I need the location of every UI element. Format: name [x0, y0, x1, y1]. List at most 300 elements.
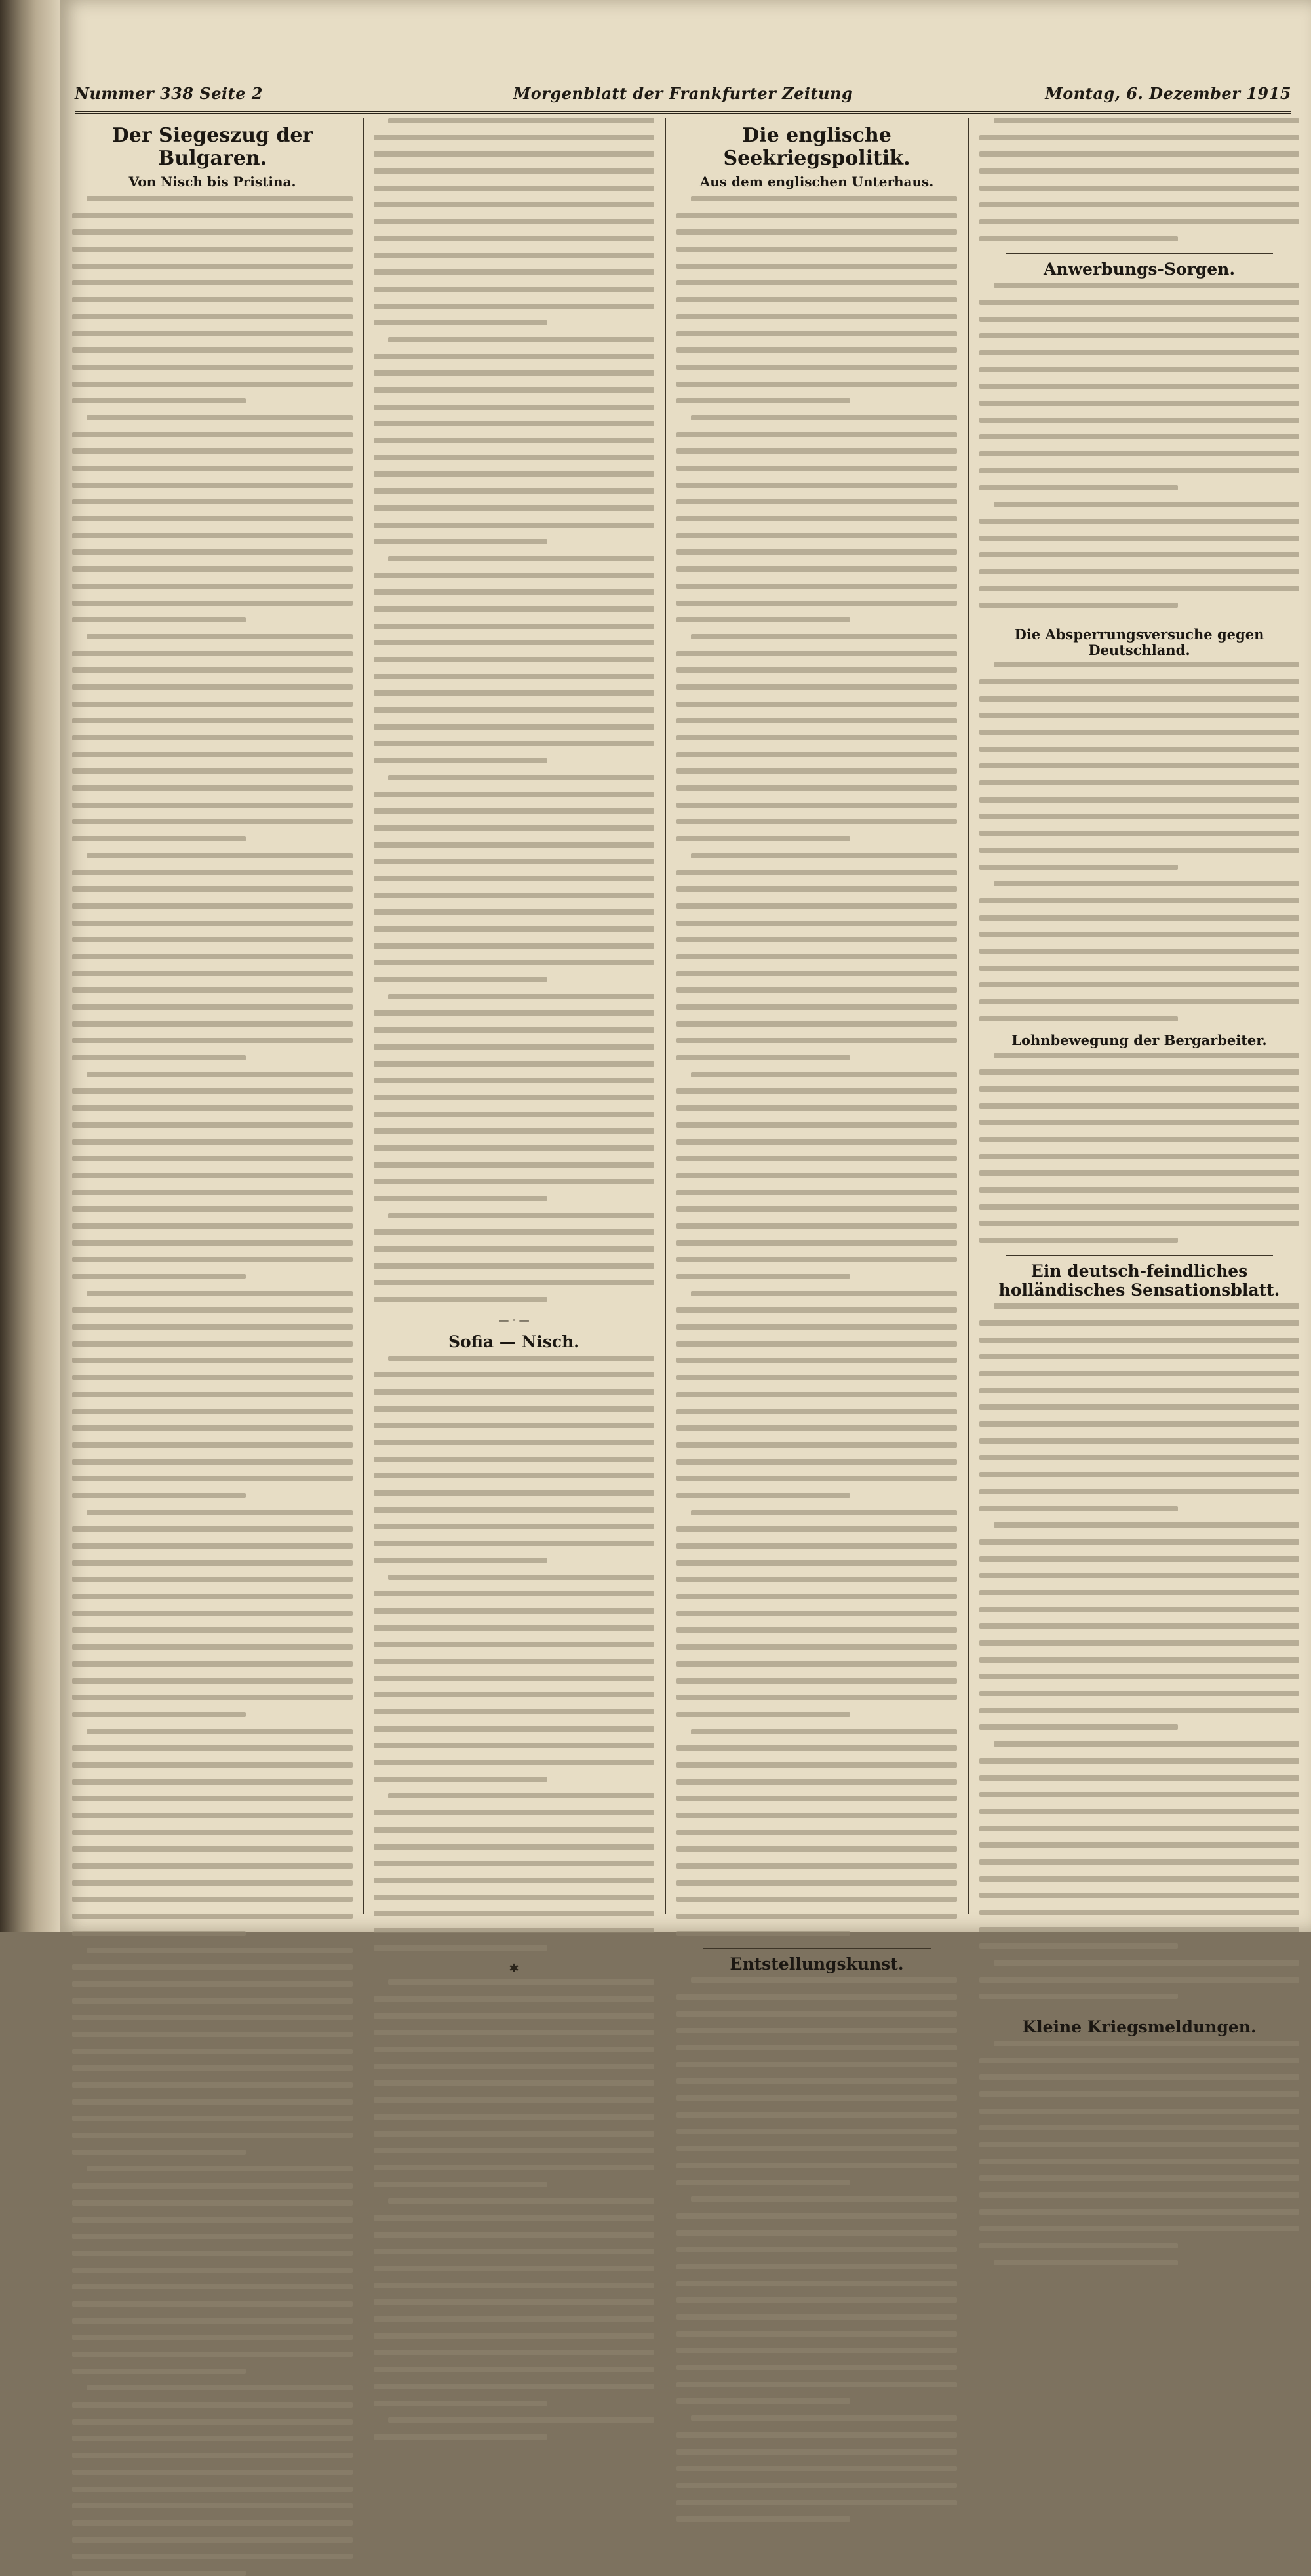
- text-line: [676, 937, 957, 942]
- text-line: [979, 1438, 1299, 1444]
- text-line: [676, 1055, 850, 1060]
- column-divider: [363, 118, 364, 1914]
- column-2: [374, 118, 654, 1976]
- text-line: [979, 569, 1299, 574]
- text-line: [388, 556, 654, 561]
- text-line: [979, 1069, 1299, 1075]
- text-line: [72, 1021, 353, 1027]
- section-rule: [1006, 253, 1273, 254]
- masthead: [75, 84, 1291, 110]
- text-line: [374, 2434, 547, 2440]
- text-line: [676, 1863, 957, 1869]
- text-line: [374, 909, 654, 915]
- paragraph: [374, 118, 654, 325]
- text-line: [72, 954, 353, 959]
- text-line: [979, 1421, 1299, 1427]
- text-line: [676, 768, 957, 774]
- text-line: [72, 2318, 353, 2324]
- text-line: [979, 747, 1299, 752]
- text-line: [72, 2470, 353, 2475]
- text-line: [374, 741, 654, 746]
- text-line: [676, 483, 957, 488]
- text-line: [979, 2192, 1299, 2198]
- text-line: [979, 966, 1299, 971]
- text-line: [72, 247, 353, 252]
- text-line: [994, 502, 1299, 507]
- text-line: [374, 2047, 654, 2052]
- text-line: [676, 1088, 957, 1094]
- text-line: [676, 1830, 957, 1835]
- paragraph: [72, 1948, 353, 2155]
- text-line: [374, 455, 654, 460]
- text-line: [72, 1459, 353, 1465]
- text-line: [374, 1642, 654, 1647]
- text-line: [72, 921, 353, 926]
- text-line: [676, 954, 957, 959]
- text-line: [676, 987, 957, 993]
- text-line: [388, 337, 654, 342]
- paragraph: [979, 1053, 1299, 1244]
- text-line: [979, 1320, 1299, 1326]
- article-body: [72, 196, 353, 2576]
- text-line: [979, 300, 1299, 305]
- text-line: [374, 236, 654, 241]
- text-line: [72, 331, 353, 336]
- text-line: [979, 1506, 1178, 1511]
- text-line: [979, 2109, 1299, 2114]
- text-line: [676, 1594, 957, 1599]
- text-line: [676, 667, 957, 673]
- text-line: [374, 186, 654, 191]
- text-line: [72, 2133, 353, 2138]
- paragraph: [979, 283, 1299, 490]
- text-line: [72, 2436, 353, 2441]
- text-line: [72, 1863, 353, 1869]
- text-line: [979, 350, 1299, 355]
- text-line: [72, 1644, 353, 1650]
- text-line: [676, 1712, 850, 1717]
- text-line: [676, 347, 957, 353]
- text-line: [87, 1729, 353, 1734]
- paragraph: [374, 775, 654, 982]
- text-line: [72, 2352, 353, 2357]
- text-line: [72, 1695, 353, 1700]
- text-line: [72, 365, 353, 370]
- text-line: [676, 1796, 957, 1801]
- text-line: [374, 269, 654, 275]
- text-line: [72, 1223, 353, 1229]
- text-line: [676, 1577, 957, 1582]
- text-line: [72, 1931, 246, 1936]
- text-line: [676, 533, 957, 538]
- text-line: [72, 466, 353, 471]
- text-line: [676, 1846, 957, 1852]
- text-line: [979, 586, 1299, 591]
- text-line: [979, 814, 1299, 819]
- text-line: [676, 2348, 957, 2353]
- text-line: [676, 2028, 957, 2033]
- text-line: [72, 549, 353, 555]
- text-line: [72, 1543, 353, 1549]
- text-line: [374, 1524, 654, 1529]
- text-line: [979, 1455, 1299, 1460]
- text-line: [374, 1709, 654, 1714]
- paragraph: [374, 2417, 654, 2440]
- text-line: [72, 1257, 353, 1262]
- text-line: [676, 1644, 957, 1650]
- text-line: [72, 2268, 353, 2273]
- text-line: [676, 516, 957, 521]
- text-line: [72, 1964, 353, 1970]
- text-line: [979, 1809, 1299, 1814]
- text-line: [994, 2041, 1299, 2046]
- text-line: [374, 606, 654, 612]
- text-line: [374, 2182, 547, 2187]
- text-line: [72, 617, 246, 622]
- text-line: [676, 1695, 957, 1700]
- text-line: [979, 2091, 1299, 2097]
- text-line: [72, 836, 246, 841]
- text-line: [374, 640, 654, 645]
- text-line: [374, 1372, 654, 1377]
- paragraph: [676, 415, 957, 622]
- text-line: [72, 2554, 353, 2559]
- text-line: [979, 1573, 1299, 1578]
- text-line: [374, 2165, 654, 2170]
- text-line: [72, 516, 353, 521]
- headline-sensationsblatt: Ein deutsch-feindliches holländisches Sensationsblatt.: [998, 1261, 1280, 1299]
- text-line: [374, 1457, 654, 1462]
- paragraph: [676, 1729, 957, 1936]
- text-line: [374, 859, 654, 864]
- text-line: [979, 1623, 1299, 1629]
- text-line: [374, 2080, 654, 2086]
- text-line: [979, 831, 1299, 836]
- text-line: [72, 684, 353, 690]
- text-line: [72, 1190, 353, 1195]
- text-line: [72, 1914, 353, 1919]
- text-line: [979, 2243, 1178, 2248]
- paragraph: [374, 1575, 654, 1782]
- text-line: [72, 2217, 353, 2223]
- text-line: [979, 1826, 1299, 1831]
- text-line: [374, 1558, 547, 1563]
- headline-entstellungskunst: Entstellungskunst.: [730, 1954, 904, 1973]
- text-line: [374, 1945, 547, 1951]
- paragraph: [72, 2166, 353, 2373]
- text-line: [374, 842, 654, 848]
- text-line: [72, 1425, 353, 1431]
- text-line: [72, 2520, 353, 2526]
- text-line: [72, 2015, 353, 2020]
- text-line: [374, 876, 654, 881]
- text-line: [72, 1762, 353, 1768]
- text-line: [72, 1678, 353, 1684]
- text-line: [72, 601, 353, 606]
- text-line: [72, 768, 353, 774]
- text-line: [979, 367, 1299, 372]
- text-line: [374, 438, 654, 443]
- text-line: [374, 2283, 654, 2288]
- text-line: [374, 977, 547, 982]
- text-line: [72, 2099, 353, 2105]
- text-line: [72, 2301, 353, 2307]
- issue-number: Nummer 338 Seite 2: [75, 84, 264, 103]
- text-line: [676, 1560, 957, 1566]
- text-line: [72, 2183, 353, 2189]
- text-line: [72, 2150, 246, 2155]
- text-line: [676, 2281, 957, 2286]
- text-line: [676, 2045, 957, 2050]
- text-line: [72, 1712, 246, 1717]
- text-line: [374, 1280, 654, 1285]
- text-line: [979, 384, 1299, 389]
- text-line: [72, 2402, 353, 2408]
- text-line: [72, 2335, 353, 2340]
- paragraph: [72, 2385, 353, 2576]
- text-line: [374, 1608, 654, 1614]
- text-line: [374, 219, 654, 224]
- text-line: [374, 2148, 654, 2153]
- text-line: [374, 168, 654, 174]
- text-line: [72, 1055, 246, 1060]
- text-line: [691, 1977, 957, 1983]
- text-line: [374, 2316, 654, 2322]
- text-line: [374, 253, 654, 258]
- text-line: [374, 724, 654, 730]
- text-line: [676, 566, 957, 572]
- text-line: [676, 921, 957, 926]
- text-line: [979, 434, 1299, 439]
- text-line: [374, 1490, 654, 1496]
- text-line: [979, 1758, 1299, 1764]
- text-line: [374, 1162, 654, 1168]
- text-line: [374, 1625, 654, 1631]
- text-line: [374, 2013, 654, 2019]
- text-line: [676, 331, 957, 336]
- text-line: [676, 2516, 850, 2522]
- text-line: [691, 1729, 957, 1734]
- text-line: [72, 432, 353, 437]
- text-line: [87, 634, 353, 639]
- text-line: [676, 499, 957, 504]
- text-line: [979, 730, 1299, 735]
- paragraph: [72, 1510, 353, 1717]
- text-line: [72, 280, 353, 285]
- text-line: [72, 1779, 353, 1785]
- text-line: [388, 118, 654, 123]
- text-line: [979, 401, 1299, 406]
- text-line: [994, 1303, 1299, 1309]
- text-line: [72, 2537, 353, 2543]
- text-line: [979, 1842, 1299, 1848]
- text-line: [979, 949, 1299, 954]
- text-line: [72, 1476, 353, 1481]
- text-line: [676, 2078, 957, 2084]
- text-line: [676, 803, 957, 808]
- text-line: [994, 1741, 1299, 1747]
- headline-absperrungsversuche: Die Absperrungsversuche gegen Deutschland.: [1014, 626, 1264, 659]
- text-line: [72, 903, 353, 909]
- text-line: [676, 971, 957, 976]
- text-line: [676, 819, 957, 824]
- text-line: [374, 707, 654, 713]
- text-line: [374, 589, 654, 595]
- text-line: [374, 624, 654, 629]
- text-line: [374, 1743, 654, 1748]
- text-line: [72, 1105, 353, 1111]
- text-line: [676, 2314, 957, 2320]
- text-line: [374, 1692, 654, 1697]
- text-line: [87, 2166, 353, 2171]
- text-line: [72, 1846, 353, 1852]
- text-line: [374, 1145, 654, 1151]
- text-line: [72, 1139, 353, 1145]
- text-line: [979, 1137, 1299, 1142]
- text-line: [676, 1274, 850, 1279]
- text-line: [676, 2398, 850, 2404]
- text-line: [374, 1061, 654, 1067]
- paragraph: [72, 1291, 353, 1498]
- text-line: [374, 1229, 654, 1235]
- text-line: [374, 505, 654, 511]
- text-line: [979, 1204, 1299, 1210]
- text-line: [374, 2114, 654, 2120]
- text-line: [72, 533, 353, 538]
- paragraph: [979, 1522, 1299, 1730]
- text-line: [676, 1223, 957, 1229]
- text-line: [374, 2401, 547, 2406]
- text-line: [676, 617, 850, 622]
- text-line: [676, 1762, 957, 1768]
- text-line: [72, 1830, 353, 1835]
- text-line: [676, 2500, 957, 2505]
- text-line: [979, 552, 1299, 557]
- paragraph: [374, 1979, 654, 2187]
- text-line: [676, 448, 957, 454]
- text-line: [374, 2097, 654, 2103]
- text-line: [676, 651, 957, 656]
- text-line: [979, 932, 1299, 937]
- text-line: [374, 2249, 654, 2254]
- text-line: [979, 219, 1299, 224]
- text-line: [374, 1112, 654, 1117]
- text-line: [72, 1173, 353, 1178]
- subhead-unterhaus: Aus dem englischen Unterhaus.: [699, 174, 934, 189]
- text-line: [72, 1122, 353, 1128]
- text-line: [72, 229, 353, 235]
- text-line: [72, 1341, 353, 1347]
- text-line: [72, 718, 353, 723]
- text-line: [72, 2487, 353, 2492]
- text-line: [374, 2367, 654, 2372]
- text-line: [676, 2112, 957, 2118]
- text-line: [87, 853, 353, 858]
- article-body: [979, 1303, 1299, 1999]
- text-line: [979, 1371, 1299, 1376]
- text-line: [676, 2264, 957, 2269]
- text-line: [374, 1895, 654, 1900]
- text-line: [374, 1440, 654, 1445]
- text-line: [72, 1240, 353, 1246]
- text-line: [979, 999, 1299, 1004]
- text-line: [979, 1927, 1299, 1932]
- text-line: [374, 471, 654, 477]
- text-line: [72, 1560, 353, 1566]
- paragraph: [72, 853, 353, 1060]
- text-line: [676, 735, 957, 740]
- text-line: [87, 1072, 353, 1077]
- text-line: [676, 1994, 957, 2000]
- text-line: [979, 1221, 1299, 1226]
- paragraph: [676, 196, 957, 403]
- text-line: [979, 2175, 1299, 2181]
- text-line: [374, 1473, 654, 1478]
- text-line: [676, 1139, 957, 1145]
- text-line: [374, 405, 654, 410]
- text-line: [374, 1760, 654, 1765]
- text-line: [374, 825, 654, 831]
- issue-date: Montag, 6. Dezember 1915: [1045, 84, 1291, 103]
- text-line: [388, 2417, 654, 2423]
- text-line: [676, 1173, 957, 1178]
- text-line: [676, 2331, 957, 2337]
- text-line: [72, 1493, 246, 1498]
- text-line: [979, 186, 1299, 191]
- text-line: [72, 735, 353, 740]
- text-line: [72, 886, 353, 892]
- text-line: [72, 566, 353, 572]
- text-line: [72, 483, 353, 488]
- text-line: [374, 2350, 654, 2355]
- text-line: [72, 1577, 353, 1582]
- text-line: [374, 2333, 654, 2339]
- headline-lohnbewegung: Lohnbewegung der Bergarbeiter.: [1011, 1032, 1267, 1049]
- text-line: [979, 1691, 1299, 1696]
- text-line: [979, 1775, 1299, 1781]
- text-line: [676, 1021, 957, 1027]
- text-line: [72, 971, 353, 976]
- text-line: [979, 1556, 1299, 1562]
- text-line: [994, 881, 1299, 886]
- text-line: [87, 1291, 353, 1296]
- text-line: [676, 1543, 957, 1549]
- text-line: [374, 354, 654, 359]
- text-line: [87, 1948, 353, 1953]
- text-line: [979, 1640, 1299, 1646]
- headline-sofia-nisch: Sofia — Nisch.: [448, 1332, 580, 1351]
- text-line: [374, 1078, 654, 1083]
- text-line: [979, 1472, 1299, 1477]
- text-line: [676, 1240, 957, 1246]
- text-line: [994, 118, 1299, 123]
- article-body: [979, 2041, 1299, 2265]
- text-line: [72, 870, 353, 875]
- text-line: [676, 466, 957, 471]
- text-line: [388, 1979, 654, 1985]
- text-line: [676, 2466, 957, 2471]
- text-line: [676, 1341, 957, 1347]
- text-line: [691, 1072, 957, 1077]
- text-line: [374, 960, 654, 965]
- text-line: [676, 2432, 957, 2438]
- headline-kleine-kriegsmeldungen: Kleine Kriegsmeldungen.: [1022, 2017, 1257, 2037]
- text-line: [676, 785, 957, 791]
- headline-anwerbungs-sorgen: Anwerbungs-Sorgen.: [1043, 259, 1236, 279]
- text-line: [72, 584, 353, 589]
- text-line: [72, 1627, 353, 1633]
- headline-seekriegspolitik: Die englische Seekriegspolitik.: [723, 124, 910, 170]
